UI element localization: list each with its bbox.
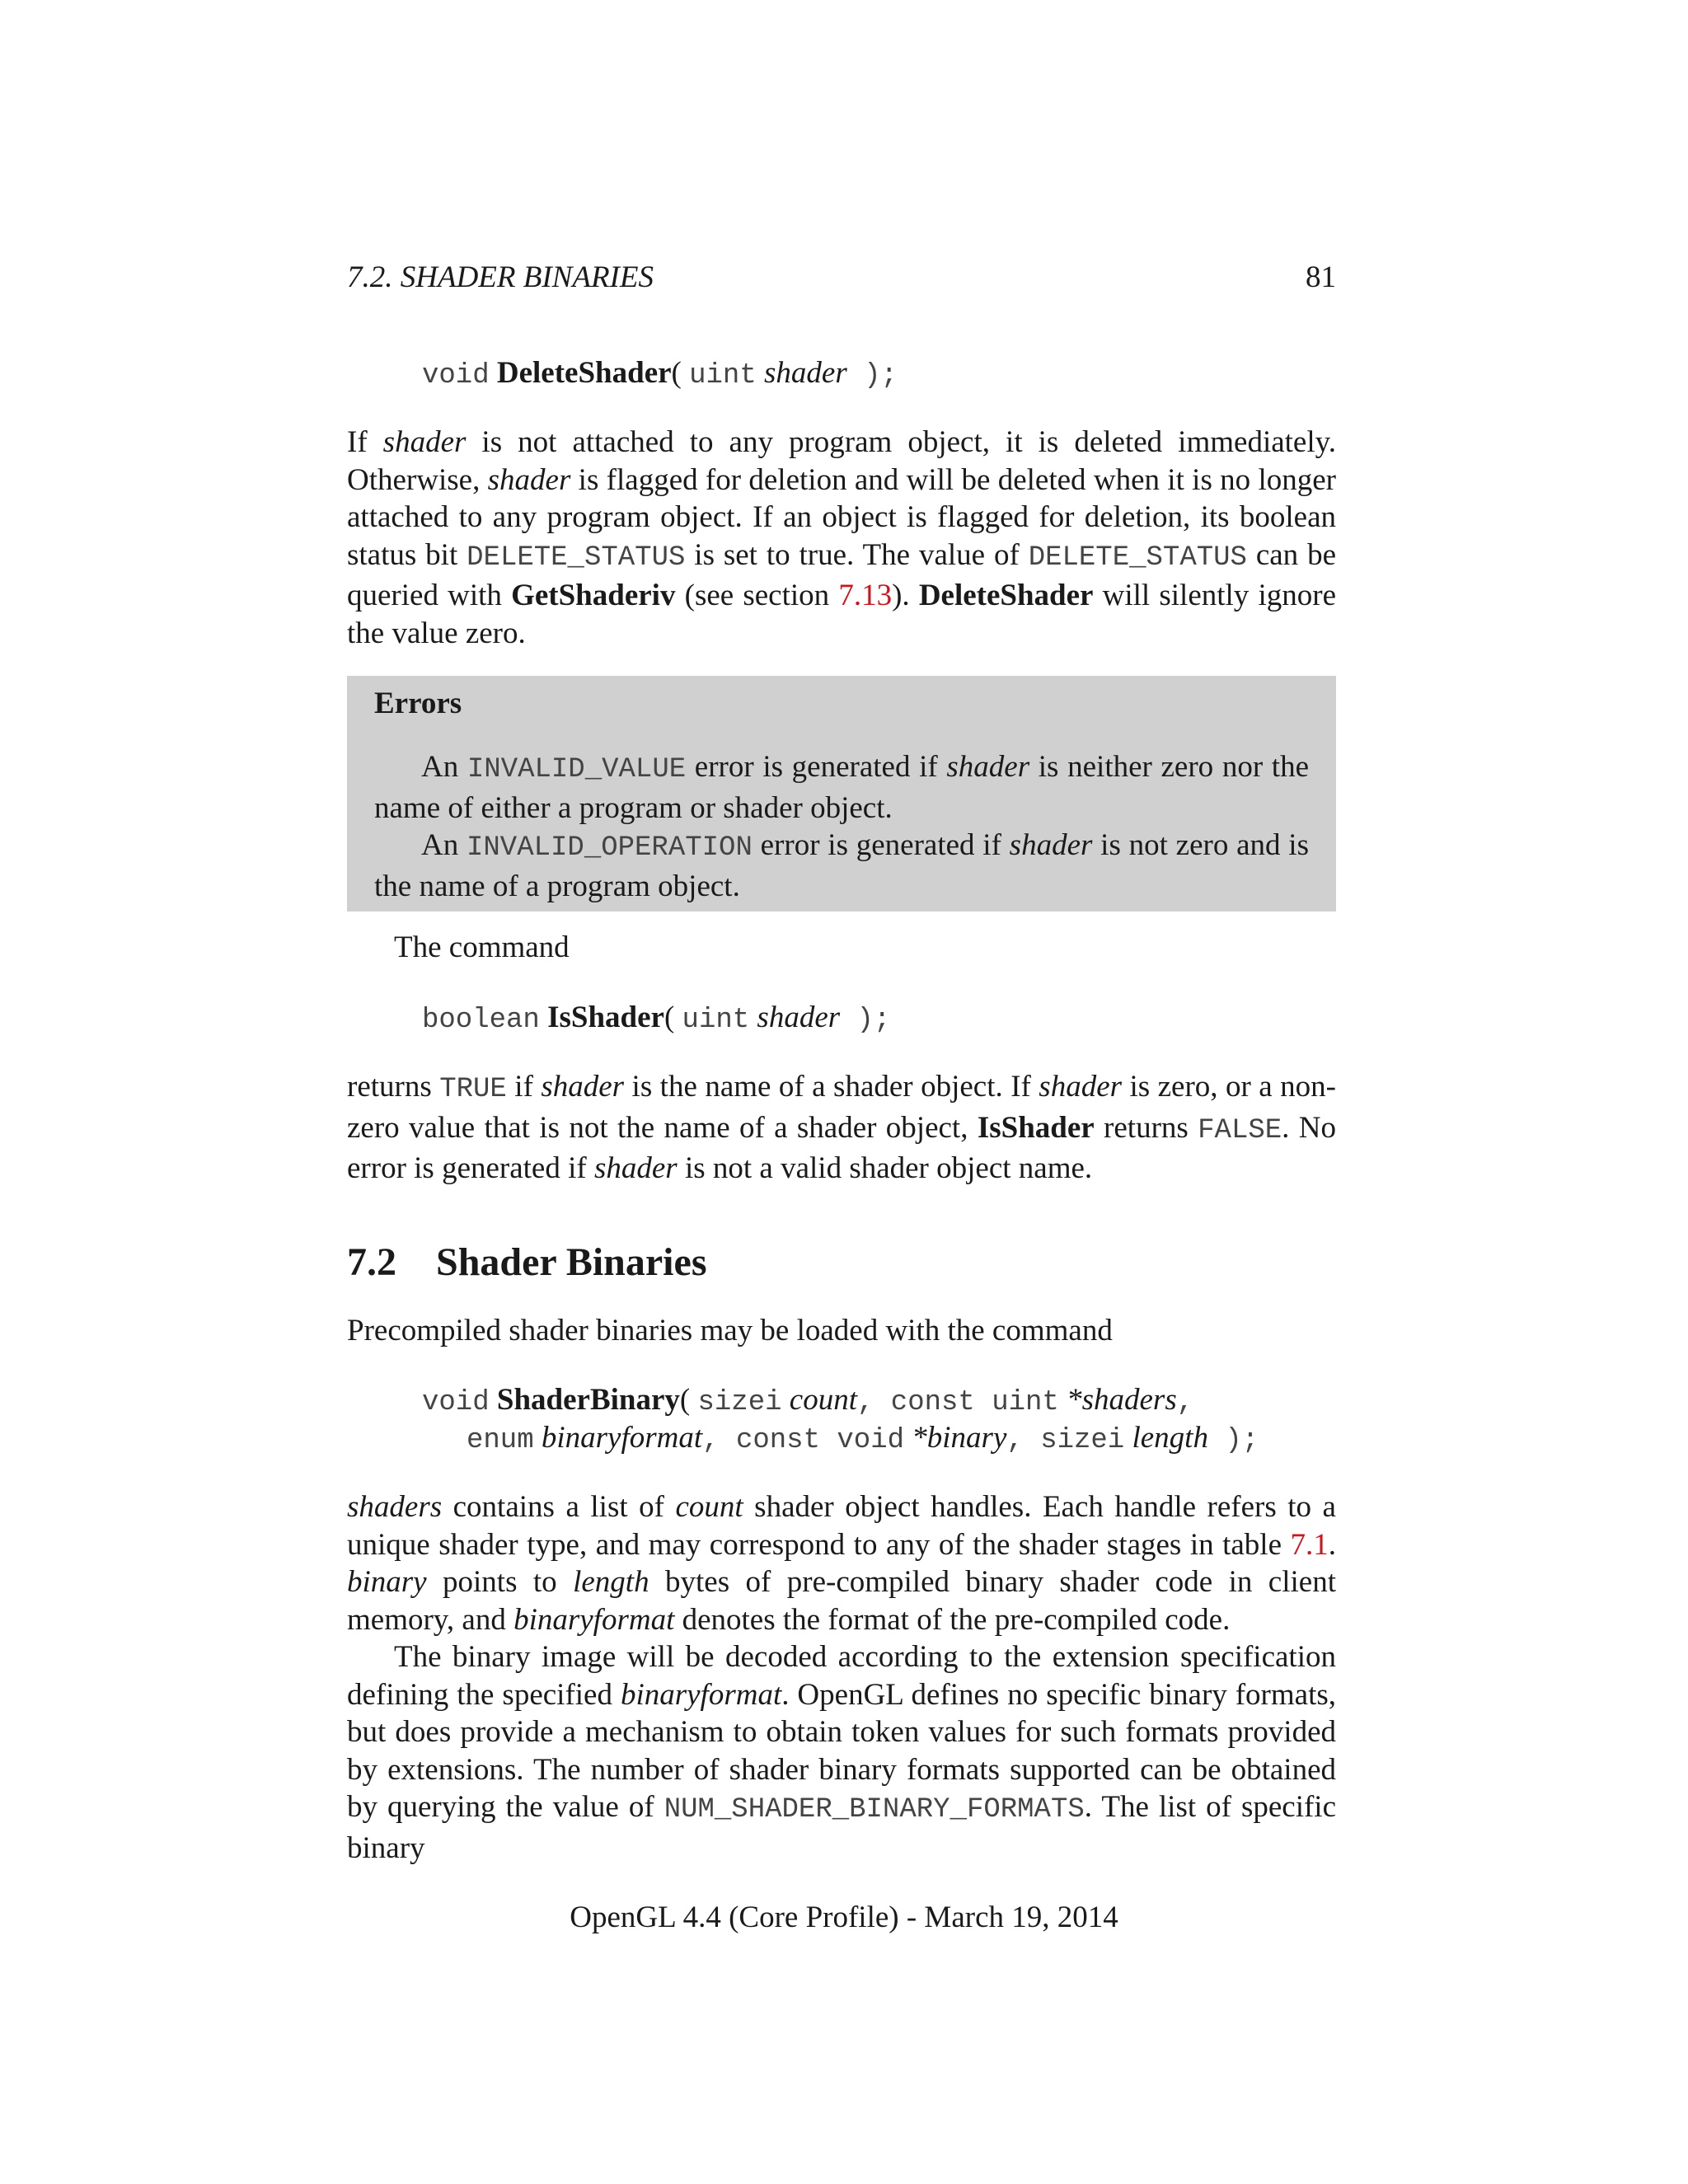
paragraph-is-shader: returns TRUE if shader is the name of a shader object. If shader is zero, or a non-zero value that is not the name of a shader object, IsShader returns FALSE. No error is generated if shader is not a valid shader object name.: [347, 1070, 1336, 1185]
prototype-shader-binary-line2: enum binaryformat, const void *binary, sizei length );: [467, 1421, 1259, 1456]
header-section: 7.2. SHADER BINARIES: [347, 260, 654, 294]
function-name: IsShader: [547, 1001, 664, 1034]
errors-box: [347, 676, 1336, 912]
section-number: 7.2: [347, 1240, 396, 1284]
prototype-shader-binary-line1: void ShaderBinary( sizei count, const uint *shaders,: [422, 1383, 1194, 1418]
precompiled-text: Precompiled shader binaries may be loaded with the command: [347, 1314, 1113, 1347]
errors-title: Errors: [374, 687, 462, 720]
prototype-delete-shader: void DeleteShader( uint shader );: [422, 356, 898, 391]
section-heading: [347, 1238, 707, 1287]
error-item: An INVALID_VALUE error is generated if shader is neither zero nor the name of either a program or shader object.: [374, 750, 1309, 825]
prototype-is-shader: boolean IsShader( uint shader );: [422, 1001, 891, 1036]
table-reference-link[interactable]: 7.1: [1290, 1527, 1329, 1562]
page-footer: OpenGL 4.4 (Core Profile) - March 19, 2014: [570, 1900, 1118, 1934]
error-item: An INVALID_OPERATION error is generated if shader is not zero and is the name of a program object.: [374, 828, 1309, 903]
section-title: Shader Binaries: [436, 1240, 707, 1284]
errors-body: [374, 748, 1309, 905]
page-number: 81: [1306, 260, 1336, 294]
function-name: DeleteShader: [496, 356, 672, 390]
the-command-text: The command: [394, 930, 570, 964]
running-header: [347, 257, 1336, 298]
paragraph-delete-shader: If shader is not attached to any program object, it is deleted immediately. Otherwise, shader is flagged for deletion and will be deleted when it is no longer attached to any program object. If an object is flagged for deletion, its boolean status bit DELETE_STATUS is set to true. The value of DELETE_STATUS can be queried with GetShaderiv (see section 7.13). DeleteShader will silently ignore the value zero.: [347, 425, 1336, 650]
function-name: ShaderBinary: [496, 1383, 680, 1417]
paragraph-shader-binary: shaders contains a list of count shader object handles. Each handle refers to a unique shader type, and may correspond to any of the shader stages in table 7.1. binary points to length bytes of pre-compiled binary shader code in client memory, and binaryformat denotes the format of the pre-compiled code. The binary image will be decoded according to the extension specification defining the specified binaryformat. OpenGL defines no specific binary formats, but does provide a mechanism to obtain token values for such formats provided by extensions. The number of shader binary formats supported can be obtained by querying the value of NUM_SHADER_BINARY_FORMATS. The list of specific binary: [347, 1490, 1336, 1865]
section-reference-link[interactable]: 7.13: [838, 579, 893, 612]
